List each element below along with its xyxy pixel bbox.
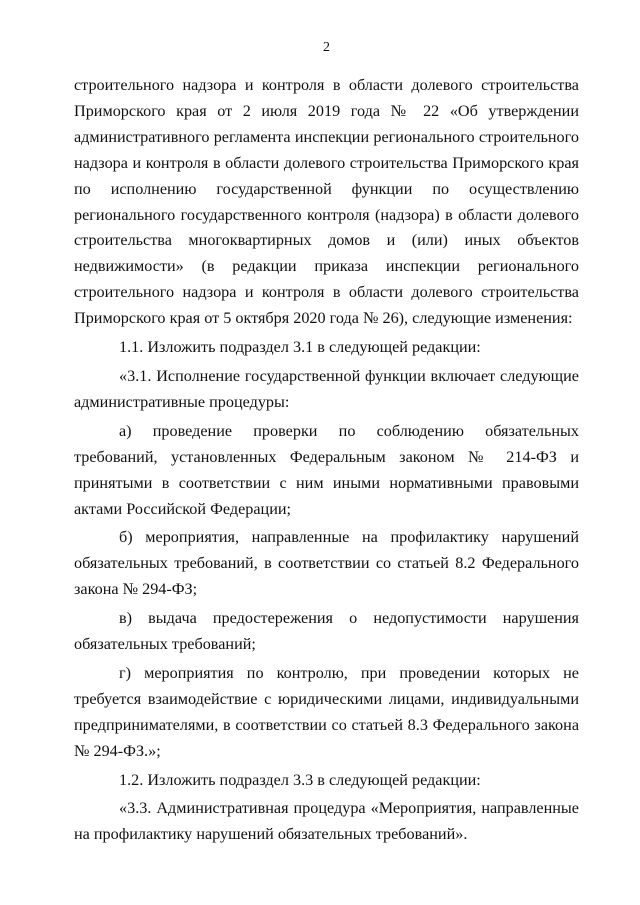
paragraph-subsection-3-1: «3.1. Исполнение государственной функции включает следующие административные процедуры: xyxy=(74,366,579,411)
paragraph-item-b: б) мероприятия, направленные на профилактику нарушений обязательных требований, в соответствии со статьей 8.2 Федерального закона № 294-ФЗ; xyxy=(74,528,579,599)
page-number: 2 xyxy=(323,40,330,55)
paragraph-item-1-1: 1.1. Изложить подраздел 3.1 в следующей редакции: xyxy=(119,338,481,357)
paragraph-intro-continuation: строительного надзора и контроля в области долевого строительства Приморского края от 2 июля 2019 года № 22 «Об утверждении административного регламента инспекции регионального строительного надзора и контроля в области долевого строительства Приморского края по исполнению государственной функции по осуществлению регионального государственного контроля (надзора) в области долевого строительства многоквартирных домов и (или) иных объектов недвижимости» (в редакции приказа инспекции регионального строительного надзора и контроля в области долевого строительства Приморского края от 5 октября 2020 года № 26), следующие изменения: xyxy=(74,76,579,328)
paragraph-item-g: г) мероприятия по контролю, при проведении которых не требуется взаимодействие с юридическими лицами, индивидуальными предпринимателями, в соответствии со статьей 8.3 Федерального закона № 294-ФЗ.»; xyxy=(74,663,579,760)
paragraph-subsection-3-3: «3.3. Административная процедура «Мероприятия, направленные на профилактику нарушений обязательных требований». xyxy=(74,799,579,844)
paragraph-item-1-2: 1.2. Изложить подраздел 3.3 в следующей редакции: xyxy=(119,770,481,789)
document-page xyxy=(74,40,579,848)
paragraph-item-a: а) проведение проверки по соблюдению обязательных требований, установленных Федеральным законом № 214-ФЗ и принятыми в соответствии с ним иными нормативными правовыми актами Российской Федерации; xyxy=(74,421,579,518)
paragraph-item-v: в) выдача предостережения о недопустимости нарушения обязательных требований; xyxy=(74,609,579,654)
